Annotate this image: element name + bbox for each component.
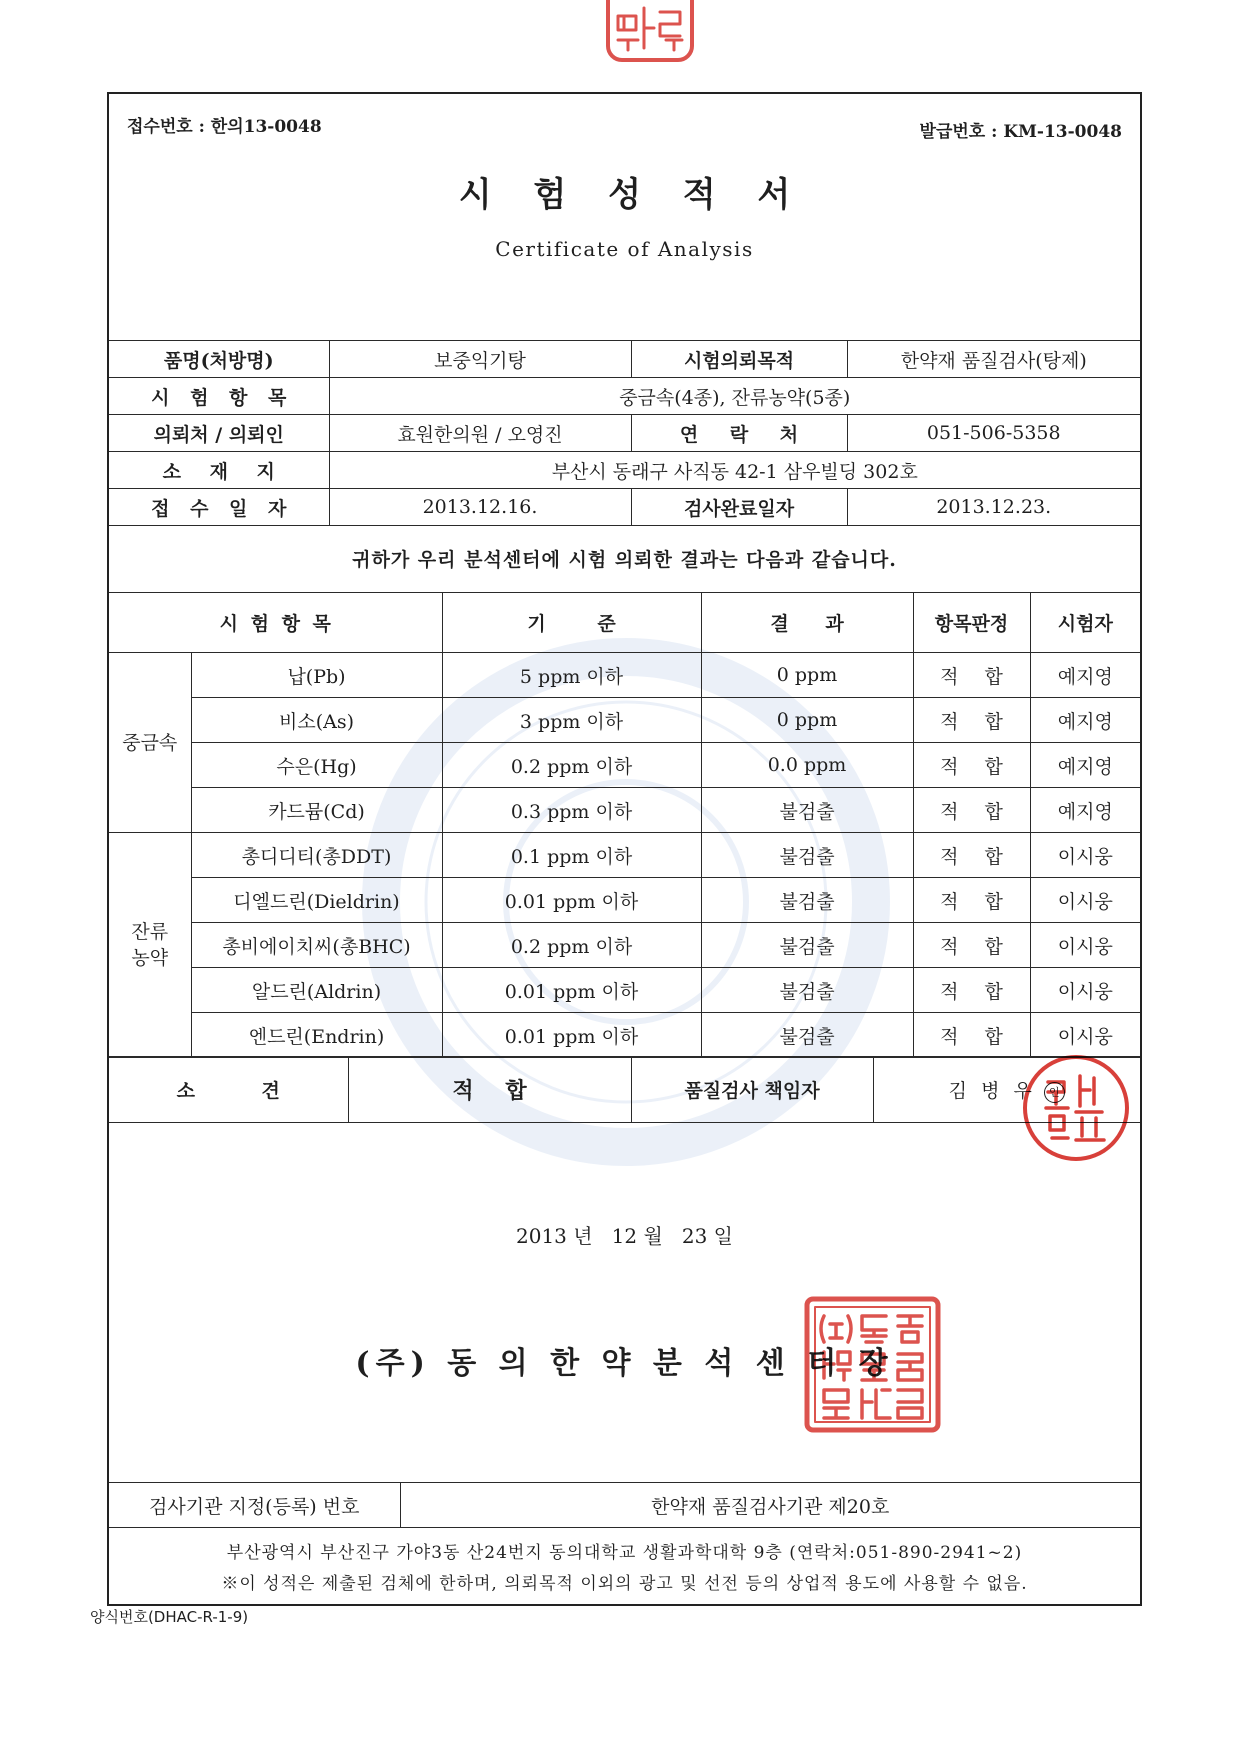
info-row-items xyxy=(109,378,1140,415)
result-standard: 5 ppm 이하 xyxy=(442,653,701,698)
result-judgment: 적 합 xyxy=(913,653,1030,698)
result-row xyxy=(109,923,1140,968)
contact-value: 051-506-5358 xyxy=(847,415,1140,452)
address-label: 소 재 지 xyxy=(109,452,329,489)
test-items-label: 시 험 항 목 xyxy=(109,378,329,415)
manager-seal xyxy=(1020,1052,1132,1164)
seal-mark-icon: 인 xyxy=(1044,1082,1065,1103)
top-seal xyxy=(604,0,696,66)
result-standard: 0.01 ppm 이하 xyxy=(442,878,701,923)
completed-date-label: 검사완료일자 xyxy=(631,489,847,526)
received-date-label: 접 수 일 자 xyxy=(109,489,329,526)
info-row-dates xyxy=(109,489,1140,526)
group-pesticide-residues: 잔류 농약 xyxy=(109,833,191,1058)
result-value: 불검출 xyxy=(701,1013,913,1058)
result-judgment: 적 합 xyxy=(913,923,1030,968)
result-item: 총비에이치씨(총BHC) xyxy=(191,923,442,968)
receipt-number: 접수번호 : 한의13-0048 xyxy=(127,117,322,137)
purpose-value: 한약재 품질검사(탕제) xyxy=(847,341,1140,378)
result-tester: 예지영 xyxy=(1030,698,1140,743)
result-value: 0 ppm xyxy=(701,653,913,698)
header-tester: 시험자 xyxy=(1030,593,1140,653)
result-value: 불검출 xyxy=(701,878,913,923)
registration-row xyxy=(109,1483,1140,1528)
result-item: 총디디티(총DDT) xyxy=(191,833,442,878)
info-row-address xyxy=(109,452,1140,489)
result-item: 수은(Hg) xyxy=(191,743,442,788)
result-item: 비소(As) xyxy=(191,698,442,743)
result-tester: 이시웅 xyxy=(1030,968,1140,1013)
result-tester: 이시웅 xyxy=(1030,923,1140,968)
result-judgment: 적 합 xyxy=(913,743,1030,788)
result-standard: 0.01 ppm 이하 xyxy=(442,1013,701,1058)
address-value: 부산시 동래구 사직동 42-1 삼우빌딩 302호 xyxy=(329,452,1140,489)
document-title: 시 험 성 적 서 xyxy=(458,175,806,215)
info-row-client xyxy=(109,415,1140,452)
issuer-seal xyxy=(802,1294,943,1435)
result-tester: 예지영 xyxy=(1030,743,1140,788)
result-tester: 이시웅 xyxy=(1030,878,1140,923)
result-row xyxy=(109,833,1140,878)
header-test-item: 시 험 항 목 xyxy=(109,593,442,653)
result-standard: 0.2 ppm 이하 xyxy=(442,743,701,788)
result-tester: 이시웅 xyxy=(1030,1013,1140,1058)
issue-number: 발급번호 : KM-13-0048 xyxy=(919,122,1122,142)
issuer-name: (주) 동 의 한 약 분 석 센 터 장 xyxy=(355,1346,894,1381)
footer-row xyxy=(109,1528,1140,1605)
footer-cell xyxy=(109,1528,1140,1605)
group-heavy-metals: 중금속 xyxy=(109,653,191,833)
footer-lines xyxy=(113,1538,1136,1594)
result-standard: 0.2 ppm 이하 xyxy=(442,923,701,968)
result-value: 불검출 xyxy=(701,788,913,833)
result-standard: 0.1 ppm 이하 xyxy=(442,833,701,878)
result-item: 납(Pb) xyxy=(191,653,442,698)
result-item: 카드뮴(Cd) xyxy=(191,788,442,833)
registration-label: 검사기관 지정(등록) 번호 xyxy=(109,1483,400,1528)
opinion-row xyxy=(109,1057,1140,1123)
info-row-product xyxy=(109,341,1140,378)
product-label: 품명(처방명) xyxy=(109,341,329,378)
result-value: 불검출 xyxy=(701,833,913,878)
result-judgment: 적 합 xyxy=(913,698,1030,743)
result-value: 불검출 xyxy=(701,968,913,1013)
results-header-row xyxy=(109,593,1140,653)
result-value: 0 ppm xyxy=(701,698,913,743)
result-item: 엔드린(Endrin) xyxy=(191,1013,442,1058)
result-row xyxy=(109,1013,1140,1058)
certificate-frame xyxy=(107,92,1142,1606)
client-label: 의뢰처 / 의뢰인 xyxy=(109,415,329,452)
contact-label: 연 락 처 xyxy=(631,415,847,452)
center-address: 부산광역시 부산진구 가야3동 산24번지 동의대학교 생활과학대학 9층 (연락처:051-890-2941~2) xyxy=(226,1543,1023,1564)
result-row xyxy=(109,788,1140,833)
result-value: 0.0 ppm xyxy=(701,743,913,788)
header-judgment: 항목판정 xyxy=(913,593,1030,653)
result-standard: 3 ppm 이하 xyxy=(442,698,701,743)
result-standard: 0.3 ppm 이하 xyxy=(442,788,701,833)
notice-text: 귀하가 우리 분석센터에 시험 의뢰한 결과는 다음과 같습니다. xyxy=(352,549,897,571)
opinion-label: 소 견 xyxy=(109,1057,348,1123)
product-value: 보중익기탕 xyxy=(329,341,631,378)
result-judgment: 적 합 xyxy=(913,833,1030,878)
results-table xyxy=(109,592,1140,1058)
result-judgment: 적 합 xyxy=(913,788,1030,833)
opinion-value: 적 합 xyxy=(348,1057,631,1123)
document-subtitle: Certificate of Analysis xyxy=(495,237,754,261)
result-row xyxy=(109,698,1140,743)
result-tester: 예지영 xyxy=(1030,653,1140,698)
request-info-table xyxy=(109,340,1140,526)
result-tester: 예지영 xyxy=(1030,788,1140,833)
result-row xyxy=(109,653,1140,698)
header-result: 결 과 xyxy=(701,593,913,653)
result-judgment: 적 합 xyxy=(913,968,1030,1013)
result-row xyxy=(109,968,1140,1013)
registration-table xyxy=(109,1482,1140,1605)
quality-manager-label: 품질검사 책임자 xyxy=(631,1057,873,1123)
result-standard: 0.01 ppm 이하 xyxy=(442,968,701,1013)
result-item: 알드린(Aldrin) xyxy=(191,968,442,1013)
client-value: 효원한의원 / 오영진 xyxy=(329,415,631,452)
usage-note: ※이 성적은 제출된 검체에 한하며, 의뢰목적 이외의 광고 및 선전 등의 상업적 용도에 사용할 수 없음. xyxy=(221,1574,1028,1595)
header-standard: 기 준 xyxy=(442,593,701,653)
result-tester: 이시웅 xyxy=(1030,833,1140,878)
form-number: 양식번호(DHAC-R-1-9) xyxy=(90,1608,249,1626)
result-row xyxy=(109,743,1140,788)
issue-date: 2013 년 12 월 23 일 xyxy=(516,1224,733,1248)
opinion-table xyxy=(109,1056,1140,1123)
result-item: 디엘드린(Dieldrin) xyxy=(191,878,442,923)
quality-manager-name: 김 병 우 xyxy=(948,1080,1036,1102)
test-items-value: 중금속(4종), 잔류농약(5종) xyxy=(329,378,1140,415)
result-judgment: 적 합 xyxy=(913,878,1030,923)
result-judgment: 적 합 xyxy=(913,1013,1030,1058)
completed-date-value: 2013.12.23. xyxy=(847,489,1140,526)
result-row xyxy=(109,878,1140,923)
purpose-label: 시험의뢰목적 xyxy=(631,341,847,378)
registration-value: 한약재 품질검사기관 제20호 xyxy=(400,1483,1140,1528)
received-date-value: 2013.12.16. xyxy=(329,489,631,526)
result-value: 불검출 xyxy=(701,923,913,968)
